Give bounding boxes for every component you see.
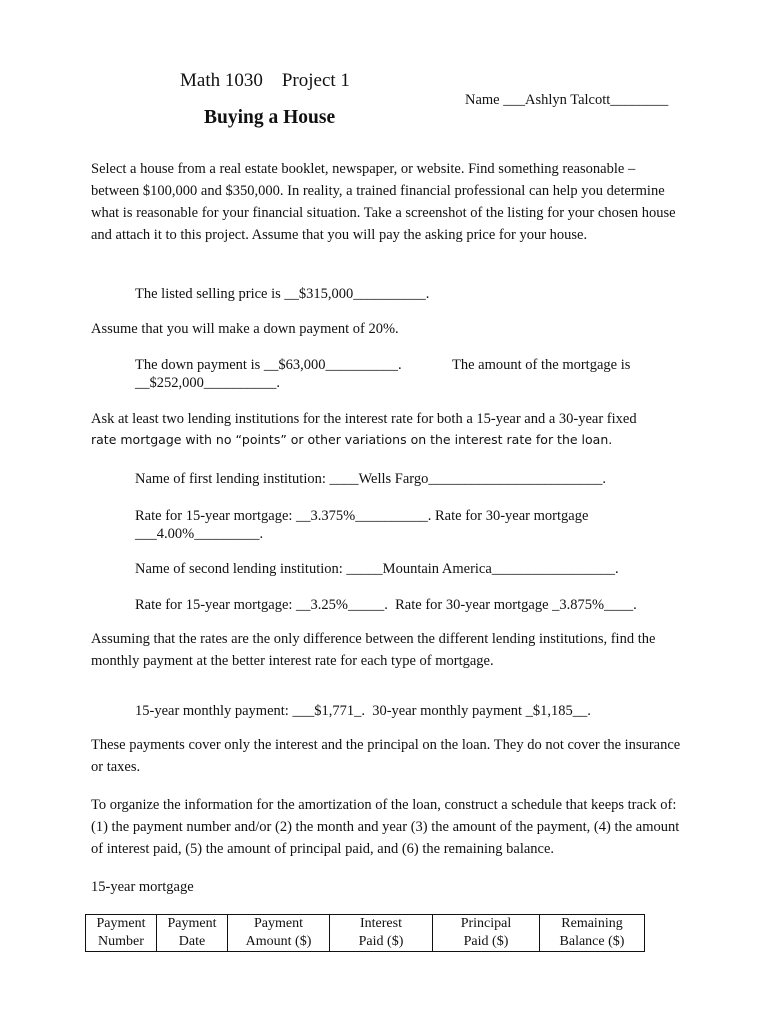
- selling-price-line: The listed selling price is __$315,000__________.: [135, 286, 430, 302]
- header-cell-interest-paid: [330, 915, 433, 952]
- intro-paragraph: Select a house from a real estate booklet, newspaper, or website. Find something reasonable – between $100,000 and $350,000. In reality, a trained financial professional can help you determine what is reasonable for your financial situation. Take a screenshot of the listing for your chosen house and attach it to this project. Assume that you will pay the asking price for your house.: [91, 161, 676, 243]
- schedule-label: 15-year mortgage: [91, 879, 194, 895]
- header-cell-line: Number: [98, 934, 144, 949]
- header-cell-payment-date: [157, 915, 228, 952]
- first-rates-line: Rate for 15-year mortgage: __3.375%__________. Rate for 30-year mortgage ___4.00%_________.: [135, 508, 589, 542]
- header-cell-line: Payment: [167, 916, 217, 931]
- down-payment-assumption: Assume that you will make a down payment of 20%.: [91, 321, 399, 337]
- header-cell-line: Paid ($): [463, 934, 509, 949]
- header-cell-payment-number: [86, 915, 157, 952]
- header-cell-principal-paid: [433, 915, 540, 952]
- header-cell-line: Paid ($): [358, 934, 404, 949]
- table-header-row: [86, 915, 645, 952]
- header-cell-line: Date: [178, 934, 206, 949]
- coverage-note-paragraph: These payments cover only the interest and the principal on the loan. They do not cover the insurance or taxes.: [91, 737, 681, 775]
- header-cell-line: Amount ($): [245, 934, 312, 949]
- header-cell-line: Remaining: [561, 916, 623, 931]
- page-title: Buying a House: [204, 107, 336, 128]
- header-cell-line: Payment: [96, 916, 146, 931]
- header-cell-line: Interest: [360, 916, 402, 931]
- lending-ask-line-2: rate mortgage with no “points” or other variations on the interest rate for the loan.: [91, 432, 613, 447]
- mortgage-amount-label: The amount of the mortgage is: [452, 357, 631, 373]
- header-cell-remaining-balance: [540, 915, 645, 952]
- second-rates-line: Rate for 15-year mortgage: __3.25%_____. Rate for 30-year mortgage _3.875%____.: [135, 597, 637, 613]
- lending-ask-line-1: Ask at least two lending institutions for the interest rate for both a 15-year and a 30-year fixed: [91, 411, 637, 427]
- student-name-line: Name ___Ashlyn Talcott________: [465, 92, 669, 108]
- amortization-instructions-paragraph: To organize the information for the amortization of the loan, construct a schedule that keeps track of: (1) the payment number and/or (2) the month and year (3) the amount of the payment, (4) the amount of interest paid, (5) the amount of principal paid, and (6) the remaining balance.: [91, 797, 680, 857]
- course-heading: Math 1030 Project 1: [180, 70, 350, 91]
- header-cell-line: Balance ($): [559, 934, 625, 949]
- header-cell-payment-amount: [228, 915, 330, 952]
- header-cell-line: Payment: [254, 916, 303, 931]
- down-payment-line: The down payment is __$63,000__________.: [135, 357, 402, 373]
- second-institution-line: Name of second lending institution: _____Mountain America_________________.: [135, 561, 619, 577]
- first-institution-line: Name of first lending institution: ____Wells Fargo________________________.: [135, 471, 606, 487]
- mortgage-amount-value: __$252,000__________.: [135, 375, 280, 391]
- header-cell-line: Principal: [460, 916, 512, 931]
- monthly-payments-line: 15-year monthly payment: ___$1,771_. 30-year monthly payment _$1,185__.: [135, 703, 591, 719]
- amortization-schedule-table: [85, 914, 645, 952]
- rates-assumption-paragraph: Assuming that the rates are the only difference between the different lending institutions, find the monthly payment at the better interest rate for each type of mortgage.: [91, 631, 656, 669]
